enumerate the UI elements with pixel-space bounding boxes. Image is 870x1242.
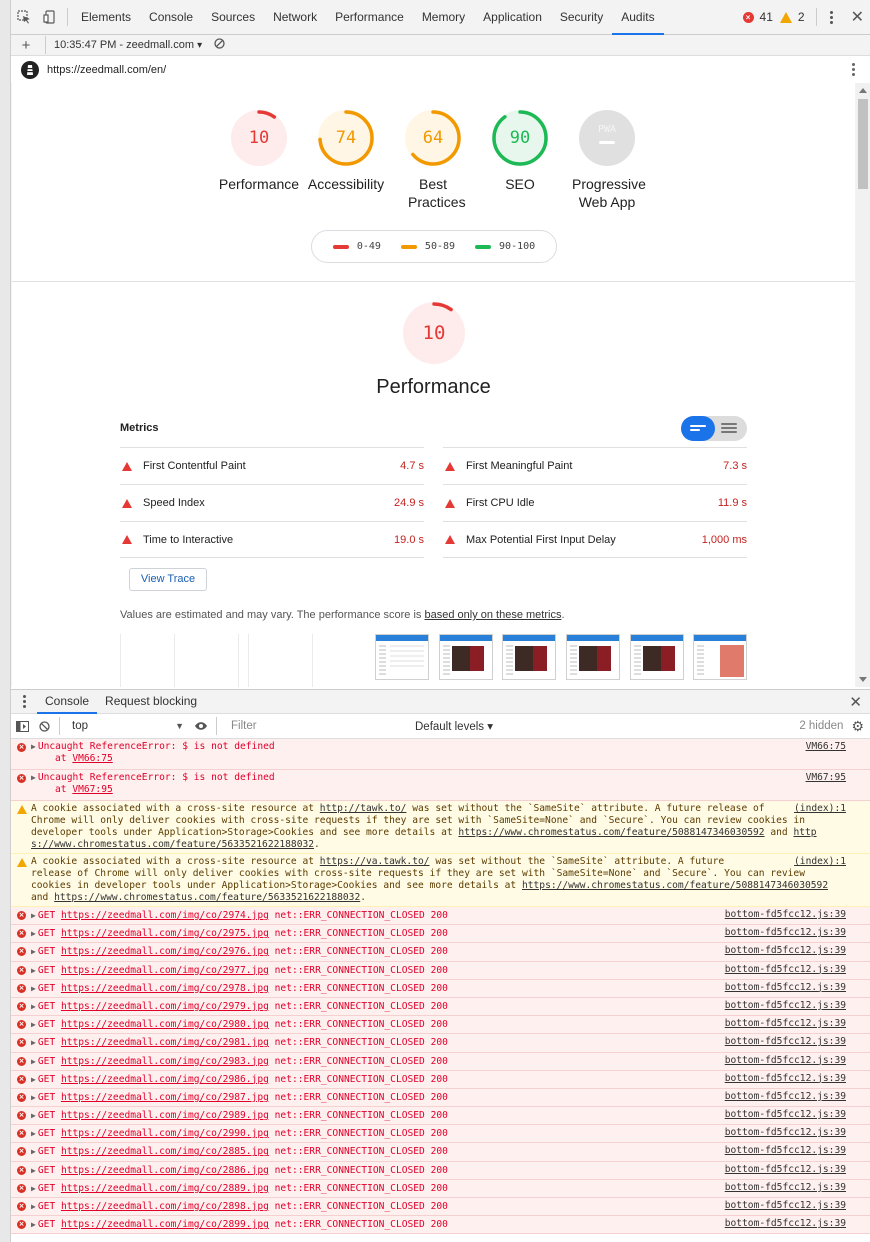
- expand-triangle-icon[interactable]: ▶: [31, 1001, 36, 1011]
- warning-text: A cookie associated with a cross-site resource at: [31, 803, 320, 814]
- report-content: [12, 83, 855, 687]
- warning-count: 2: [797, 10, 805, 24]
- error-icon: ×: [18, 1111, 25, 1120]
- inspect-element-icon[interactable]: [11, 0, 37, 35]
- error-icon: ×: [18, 774, 25, 782]
- source-link[interactable]: bottom-fd5fcc12.js:39: [724, 945, 846, 957]
- network-error-row[interactable]: [11, 998, 870, 1016]
- note-suffix: .: [561, 609, 565, 621]
- score-label[interactable]: Accessibility: [307, 176, 385, 192]
- score-value: 10: [248, 128, 270, 148]
- source-link[interactable]: VM66:75: [805, 741, 846, 752]
- clear-console-icon[interactable]: [33, 714, 55, 739]
- request-url-link[interactable]: https://zeedmall.com/img/co/2977.jpg: [60, 964, 269, 976]
- filmstrip-screenshot: [630, 634, 684, 680]
- request-status: net::ERR_CONNECTION_CLOSED 200: [274, 1128, 448, 1140]
- error-icon: ×: [18, 1147, 25, 1156]
- request-status: net::ERR_CONNECTION_CLOSED 200: [274, 1037, 448, 1049]
- legend-pass: [475, 241, 535, 252]
- source-link[interactable]: bottom-fd5fcc12.js:39: [724, 1181, 846, 1193]
- request-url-link[interactable]: https://zeedmall.com/img/co/2987.jpg: [60, 1091, 269, 1103]
- error-icon: ×: [18, 1074, 25, 1083]
- chromestatus-link[interactable]: https://www.chromestatus.com/feature/5088147346030592: [521, 880, 829, 891]
- filmstrip-frame: [248, 634, 302, 687]
- score-gauge-performance[interactable]: [229, 108, 289, 168]
- legend-fail-swatch: [333, 245, 349, 249]
- tab-network[interactable]: Network: [273, 9, 318, 24]
- network-error-row[interactable]: [11, 1034, 870, 1052]
- tab-performance[interactable]: Performance: [335, 9, 404, 24]
- error-icon: ×: [18, 743, 25, 751]
- metric-value: 1,000 ms: [701, 533, 747, 546]
- fail-icon: [122, 535, 132, 544]
- expand-triangle-icon[interactable]: ▶: [31, 911, 36, 920]
- console-error-message[interactable]: [11, 770, 870, 801]
- request-url-link[interactable]: https://zeedmall.com/img/co/2899.jpg: [60, 1219, 269, 1231]
- error-icon: ×: [18, 1183, 25, 1192]
- request-status: net::ERR_CONNECTION_CLOSED 200: [274, 1019, 448, 1031]
- expand-triangle-icon[interactable]: ▶: [31, 773, 36, 782]
- devtools-tab-bar: [11, 0, 870, 35]
- log-levels-dropdown[interactable]: Default levels ▾: [415, 721, 494, 733]
- console-warning-message[interactable]: [11, 801, 870, 854]
- request-method: GET: [37, 1019, 56, 1031]
- fail-icon: [122, 499, 132, 508]
- warning-text: .: [360, 892, 367, 903]
- drawer-tab-console[interactable]: Console: [37, 689, 97, 714]
- warning-icon: [780, 12, 792, 23]
- expand-triangle-icon[interactable]: ▶: [31, 1092, 36, 1102]
- request-method: GET: [37, 928, 56, 940]
- request-method: GET: [37, 1128, 56, 1140]
- source-link[interactable]: bottom-fd5fcc12.js:39: [724, 1090, 846, 1102]
- close-devtools-icon[interactable]: ✕: [850, 9, 864, 26]
- filmstrip-screenshot: [566, 634, 620, 680]
- request-url-link[interactable]: https://zeedmall.com/img/co/2898.jpg: [60, 1201, 269, 1212]
- request-url-link[interactable]: https://zeedmall.com/img/co/2978.jpg: [60, 982, 269, 994]
- legend-pass-swatch: [475, 245, 491, 249]
- request-method: GET: [37, 1110, 56, 1122]
- divider: [12, 281, 855, 282]
- warning-text: was set without the `SameSite` attribute. A future: [429, 856, 725, 867]
- network-error-row[interactable]: [11, 1198, 870, 1216]
- error-icon: ×: [18, 1056, 25, 1065]
- network-error-row[interactable]: [11, 1071, 870, 1089]
- warning-text: release of Chrome will only deliver cookies with cross-site requests if they are set with `SameSite=None` and `Secure`. You can review: [31, 868, 805, 879]
- metric-value: 19.0 s: [394, 533, 424, 546]
- expand-triangle-icon[interactable]: ▶: [31, 1202, 36, 1211]
- performance-score-value: 10: [422, 322, 446, 344]
- request-url-link[interactable]: https://zeedmall.com/img/co/2975.jpg: [60, 928, 269, 940]
- error-icon: ×: [18, 1129, 25, 1138]
- error-icon: ×: [18, 929, 25, 938]
- error-count: 41: [759, 10, 773, 24]
- context-value: top: [72, 720, 88, 732]
- expand-triangle-icon[interactable]: ▶: [31, 1020, 36, 1030]
- source-link[interactable]: bottom-fd5fcc12.js:39: [724, 1127, 846, 1139]
- tab-security[interactable]: Security: [559, 9, 604, 24]
- error-text: Uncaught ReferenceError: $ is not defined: [37, 772, 275, 783]
- request-url-link[interactable]: https://zeedmall.com/img/co/2983.jpg: [60, 1055, 269, 1067]
- site-link[interactable]: https://va.tawk.to/: [319, 856, 430, 867]
- legend-average-swatch: [401, 245, 417, 249]
- drawer-tab-bar: [11, 689, 870, 714]
- scrollbar-thumb[interactable]: [858, 99, 868, 189]
- filmstrip-screenshot: [375, 634, 429, 680]
- metric-label: Speed Index: [143, 497, 205, 509]
- console-settings-gear-icon[interactable]: ⚙: [851, 717, 864, 734]
- request-status: net::ERR_CONNECTION_CLOSED 200: [274, 1146, 448, 1158]
- source-link[interactable]: bottom-fd5fcc12.js:39: [724, 1072, 846, 1084]
- source-link[interactable]: bottom-fd5fcc12.js:39: [724, 909, 846, 920]
- request-status: net::ERR_CONNECTION_CLOSED 200: [274, 1091, 448, 1103]
- score-label[interactable]: Progressive Web App: [572, 176, 646, 210]
- close-drawer-icon[interactable]: ✕: [849, 693, 862, 711]
- metric-speed-index: [120, 484, 424, 521]
- metric-time-to-interactive: [120, 521, 424, 558]
- source-link[interactable]: bottom-fd5fcc12.js:39: [724, 999, 846, 1011]
- request-url-link[interactable]: https://zeedmall.com/img/co/2980.jpg: [60, 1019, 269, 1031]
- clear-reports-icon[interactable]: [214, 38, 225, 52]
- request-status: net::ERR_CONNECTION_CLOSED 200: [274, 1110, 448, 1122]
- expand-triangle-icon[interactable]: ▶: [31, 1129, 36, 1139]
- source-link[interactable]: bottom-fd5fcc12.js:39: [724, 981, 846, 993]
- source-link[interactable]: bottom-fd5fcc12.js:39: [724, 1109, 846, 1121]
- filmstrip-screenshot: [693, 634, 747, 680]
- network-error-list: [11, 907, 870, 1234]
- chromestatus-link[interactable]: http: [793, 827, 817, 838]
- dropdown-caret-icon: ▼: [175, 721, 184, 731]
- request-url-link[interactable]: https://zeedmall.com/img/co/2885.jpg: [60, 1146, 269, 1158]
- network-error-row[interactable]: [11, 1180, 870, 1198]
- metrics-view-toggle[interactable]: [681, 416, 747, 441]
- score-value: 64: [422, 128, 444, 148]
- score-legend: [311, 230, 557, 263]
- score-label[interactable]: Best Practices: [408, 176, 466, 210]
- warning-text: Chrome will only deliver cookies with cross-site requests if they are set with `SameSite=None` and `Secure`. You can review cookies in: [31, 815, 805, 826]
- expand-triangle-icon[interactable]: ▶: [31, 1165, 36, 1175]
- request-method: GET: [37, 1055, 56, 1067]
- request-url-link[interactable]: https://zeedmall.com/img/co/2986.jpg: [60, 1073, 269, 1085]
- expand-triangle-icon[interactable]: ▶: [31, 742, 36, 751]
- stack-frame-link[interactable]: VM66:75: [72, 753, 113, 764]
- report-url-bar: [11, 56, 870, 83]
- drawer-tab-request-blocking[interactable]: Request blocking: [105, 694, 198, 708]
- request-method: GET: [37, 946, 56, 958]
- source-link[interactable]: bottom-fd5fcc12.js:39: [724, 1036, 846, 1048]
- warning-icon: [17, 858, 27, 867]
- stack-frame-link[interactable]: VM67:95: [72, 784, 113, 795]
- metrics-heading: Metrics: [120, 422, 159, 434]
- chevron-down-icon: ▾: [197, 40, 203, 51]
- request-url-link[interactable]: https://zeedmall.com/img/co/2974.jpg: [60, 910, 269, 921]
- note-text: Values are estimated and may vary. The performance score is: [120, 609, 425, 621]
- tab-application[interactable]: Application: [483, 9, 542, 24]
- request-url-link[interactable]: https://zeedmall.com/img/co/2979.jpg: [60, 1000, 269, 1012]
- error-icon: ×: [18, 1202, 25, 1210]
- tab-sources[interactable]: Sources: [211, 9, 256, 24]
- audits-report-bar: [11, 35, 870, 56]
- expand-triangle-icon[interactable]: ▶: [31, 965, 36, 975]
- chromestatus-link[interactable]: https://www.chromestatus.com/feature/5633521622188032: [54, 892, 361, 903]
- request-method: GET: [37, 1182, 56, 1194]
- source-link[interactable]: bottom-fd5fcc12.js:39: [724, 1145, 846, 1157]
- lighthouse-logo-icon: [21, 61, 39, 79]
- request-method: GET: [37, 1073, 56, 1085]
- source-link[interactable]: bottom-fd5fcc12.js:39: [724, 1054, 846, 1066]
- chromestatus-link[interactable]: s://www.chromestatus.com/feature/5633521622188032: [31, 839, 315, 850]
- metric-value: 11.9 s: [717, 497, 747, 509]
- site-link[interactable]: http://tawk.to/: [319, 803, 407, 814]
- source-link[interactable]: bottom-fd5fcc12.js:39: [724, 1018, 846, 1030]
- error-icon: ×: [18, 1092, 25, 1101]
- performance-section-title: Performance: [376, 376, 491, 398]
- request-status: net::ERR_CONNECTION_CLOSED 200: [274, 910, 448, 921]
- request-status: net::ERR_CONNECTION_CLOSED 200: [274, 928, 448, 940]
- tab-audits[interactable]: Audits: [612, 0, 663, 35]
- expanded-view-icon[interactable]: [721, 423, 737, 435]
- warning-text: and: [31, 892, 55, 903]
- network-error-row[interactable]: [11, 962, 870, 980]
- fail-icon: [445, 462, 455, 471]
- network-error-row[interactable]: [11, 943, 870, 961]
- warning-icon: [17, 805, 27, 814]
- warning-text: developer tools under Application>Storage>Cookies and see more details at: [31, 827, 459, 838]
- fail-icon: [122, 462, 132, 471]
- based-on-metrics-link[interactable]: based only on these metrics: [424, 609, 562, 621]
- source-link[interactable]: bottom-fd5fcc12.js:39: [724, 1218, 846, 1230]
- network-error-row[interactable]: [11, 1125, 870, 1143]
- scroll-up-icon[interactable]: [859, 88, 867, 93]
- source-link[interactable]: bottom-fd5fcc12.js:39: [724, 1163, 846, 1175]
- expand-triangle-icon[interactable]: ▶: [31, 1038, 36, 1048]
- console-warning-message[interactable]: [11, 854, 870, 907]
- live-expression-eye-icon[interactable]: [190, 714, 212, 739]
- request-method: GET: [37, 1091, 56, 1103]
- score-value: PWA: [597, 124, 617, 135]
- compact-view-icon: [690, 425, 706, 433]
- filmstrip-screenshot: [439, 634, 493, 680]
- error-icon: ×: [18, 965, 25, 974]
- request-url-link[interactable]: https://zeedmall.com/img/co/2981.jpg: [60, 1037, 269, 1049]
- request-status: net::ERR_CONNECTION_CLOSED 200: [274, 1164, 448, 1176]
- request-method: GET: [37, 1000, 56, 1012]
- divider: [216, 717, 217, 735]
- request-status: net::ERR_CONNECTION_CLOSED 200: [274, 1182, 448, 1194]
- score-label[interactable]: Performance: [218, 176, 300, 192]
- divider: [816, 8, 817, 26]
- console-messages: [11, 739, 870, 1242]
- scroll-down-icon[interactable]: [859, 677, 867, 682]
- new-audit-icon[interactable]: +: [21, 36, 31, 54]
- legend-average-label: 50-89: [424, 241, 456, 252]
- network-error-row[interactable]: [11, 1016, 870, 1034]
- score-gauge-best-practices[interactable]: [403, 108, 463, 168]
- metric-label: Time to Interactive: [143, 533, 234, 546]
- request-status: net::ERR_CONNECTION_CLOSED 200: [274, 1000, 448, 1012]
- error-text: Uncaught ReferenceError: $ is not defined: [37, 741, 275, 752]
- warning-text: .: [314, 839, 320, 850]
- expand-triangle-icon[interactable]: ▶: [31, 1074, 36, 1084]
- network-error-row[interactable]: [11, 1143, 870, 1161]
- request-method: GET: [37, 982, 56, 994]
- network-error-row[interactable]: [11, 980, 870, 998]
- fail-icon: [445, 499, 455, 508]
- network-error-row[interactable]: [11, 925, 870, 943]
- request-status: net::ERR_CONNECTION_CLOSED 200: [274, 964, 448, 976]
- error-icon: ×: [18, 1020, 25, 1029]
- filmstrip-frame: [312, 634, 366, 687]
- request-url-link[interactable]: https://zeedmall.com/img/co/2990.jpg: [60, 1128, 269, 1140]
- network-error-row[interactable]: [11, 907, 870, 925]
- warning-text: cookies in developer tools under Application>Storage>Cookies and see more details at: [31, 880, 522, 891]
- performance-gauge-large: [402, 301, 466, 365]
- error-icon: ×: [18, 1001, 25, 1010]
- report-url: https://zeedmall.com/en/: [47, 63, 167, 76]
- request-status: net::ERR_CONNECTION_CLOSED 200: [274, 946, 448, 958]
- warning-text: and: [764, 827, 794, 838]
- network-error-row[interactable]: [11, 1107, 870, 1125]
- legend-fail: [333, 241, 381, 252]
- issue-counters[interactable]: [743, 7, 870, 27]
- error-icon: ×: [18, 1165, 25, 1174]
- request-status: net::ERR_CONNECTION_CLOSED 200: [274, 982, 448, 994]
- expand-triangle-icon[interactable]: ▶: [31, 947, 36, 957]
- metric-label: First Meaningful Paint: [466, 460, 573, 472]
- divider: [59, 717, 60, 735]
- request-status: net::ERR_CONNECTION_CLOSED 200: [274, 1219, 448, 1231]
- fail-icon: [445, 535, 455, 544]
- request-method: GET: [37, 910, 56, 921]
- metric-value: 7.3 s: [723, 460, 747, 472]
- request-status: net::ERR_CONNECTION_CLOSED 200: [274, 1073, 448, 1085]
- network-error-row[interactable]: [11, 1053, 870, 1071]
- report-scrollbar[interactable]: [856, 83, 870, 687]
- error-icon: ×: [743, 12, 754, 23]
- report-selector[interactable]: [54, 39, 202, 51]
- drawer-menu-icon[interactable]: [11, 695, 37, 708]
- metric-first-cpu-idle: [443, 484, 747, 521]
- view-trace-button[interactable]: View Trace: [129, 568, 207, 591]
- console-filter-input[interactable]: [227, 717, 407, 735]
- metric-value: 24.9 s: [394, 497, 424, 509]
- filmstrip-frame: [174, 634, 228, 687]
- warning-text: A cookie associated with a cross-site resource at: [31, 856, 320, 867]
- stack-at: at: [55, 784, 73, 795]
- console-toolbar: [11, 714, 870, 739]
- network-error-row[interactable]: [11, 1216, 870, 1234]
- score-gauge-accessibility[interactable]: [316, 108, 376, 168]
- request-url-link[interactable]: https://zeedmall.com/img/co/2976.jpg: [60, 946, 269, 958]
- metric-first-contentful-paint: [120, 447, 424, 484]
- metric-first-meaningful-paint: [443, 447, 747, 484]
- tab-memory[interactable]: Memory: [421, 9, 466, 24]
- error-icon: ×: [18, 1038, 25, 1047]
- metric-label: First CPU Idle: [466, 497, 535, 509]
- error-icon: ×: [18, 911, 25, 919]
- divider: [67, 8, 68, 26]
- device-toolbar-icon[interactable]: [37, 0, 63, 35]
- metric-label: First Contentful Paint: [143, 460, 246, 472]
- source-link[interactable]: VM67:95: [805, 772, 846, 783]
- source-link[interactable]: bottom-fd5fcc12.js:39: [724, 963, 846, 975]
- values-estimated-note: [120, 609, 565, 621]
- legend-average: [401, 241, 455, 252]
- expand-triangle-icon[interactable]: ▶: [31, 1147, 36, 1157]
- score-gauge-progressive-web-app[interactable]: [577, 108, 637, 168]
- left-gutter: [0, 0, 11, 1242]
- request-method: GET: [37, 1219, 56, 1231]
- request-url-link[interactable]: https://zeedmall.com/img/co/2889.jpg: [60, 1182, 269, 1194]
- score-value: 90: [509, 128, 531, 148]
- request-status: net::ERR_CONNECTION_CLOSED 200: [274, 1055, 448, 1067]
- network-error-row[interactable]: [11, 1089, 870, 1107]
- legend-fail-label: 0-49: [356, 241, 381, 252]
- filmstrip-screenshot: [502, 634, 556, 680]
- tab-console[interactable]: Console: [149, 9, 194, 24]
- error-icon: ×: [18, 947, 25, 956]
- score-value: 74: [335, 128, 357, 148]
- request-status: net::ERR_CONNECTION_CLOSED 200: [274, 1201, 448, 1212]
- expand-triangle-icon[interactable]: ▶: [31, 1111, 36, 1121]
- warning-text: was set without the `SameSite` attribute. A future release of: [406, 803, 765, 814]
- chromestatus-link[interactable]: https://www.chromestatus.com/feature/5088147346030592: [458, 827, 765, 838]
- expand-triangle-icon[interactable]: ▶: [31, 1220, 36, 1230]
- tab-elements[interactable]: Elements: [81, 9, 132, 24]
- request-url-link[interactable]: https://zeedmall.com/img/co/2989.jpg: [60, 1110, 269, 1122]
- request-method: GET: [37, 1201, 56, 1212]
- stack-at: at: [55, 753, 73, 764]
- expand-triangle-icon[interactable]: ▶: [31, 929, 36, 939]
- divider: [45, 36, 46, 54]
- source-link[interactable]: bottom-fd5fcc12.js:39: [724, 927, 846, 939]
- legend-pass-label: 90-100: [499, 241, 536, 252]
- source-link[interactable]: (index):1: [794, 803, 846, 814]
- source-link[interactable]: (index):1: [794, 856, 846, 867]
- request-method: GET: [37, 964, 56, 976]
- lighthouse-report: [11, 83, 856, 687]
- metric-value: 4.7 s: [400, 460, 424, 472]
- metric-max-potential-fid: [443, 521, 747, 558]
- more-options-icon[interactable]: [825, 11, 839, 24]
- hidden-messages-count: 2 hidden: [799, 720, 844, 732]
- expand-triangle-icon[interactable]: ▶: [31, 983, 36, 993]
- report-timestamp: 10:35:47 PM - zeedmall.com: [54, 39, 195, 51]
- console-error-message[interactable]: [11, 739, 870, 770]
- filmstrip-frame: [120, 634, 174, 687]
- score-label[interactable]: SEO: [505, 176, 535, 192]
- expand-triangle-icon[interactable]: ▶: [31, 1183, 36, 1193]
- request-method: GET: [37, 1164, 56, 1176]
- request-method: GET: [37, 1037, 56, 1049]
- source-link[interactable]: bottom-fd5fcc12.js:39: [724, 1200, 846, 1211]
- request-method: GET: [37, 1146, 56, 1158]
- execution-context-select[interactable]: [64, 720, 184, 732]
- report-menu-icon[interactable]: [852, 63, 856, 76]
- network-error-row[interactable]: [11, 1162, 870, 1180]
- error-icon: ×: [18, 1220, 25, 1229]
- score-gauge-seo[interactable]: [490, 108, 550, 168]
- error-icon: ×: [18, 983, 25, 992]
- sidebar-toggle-icon[interactable]: [11, 714, 33, 739]
- request-url-link[interactable]: https://zeedmall.com/img/co/2886.jpg: [60, 1164, 269, 1176]
- expand-triangle-icon[interactable]: ▶: [31, 1056, 36, 1066]
- metric-label: Max Potential First Input Delay: [466, 533, 616, 546]
